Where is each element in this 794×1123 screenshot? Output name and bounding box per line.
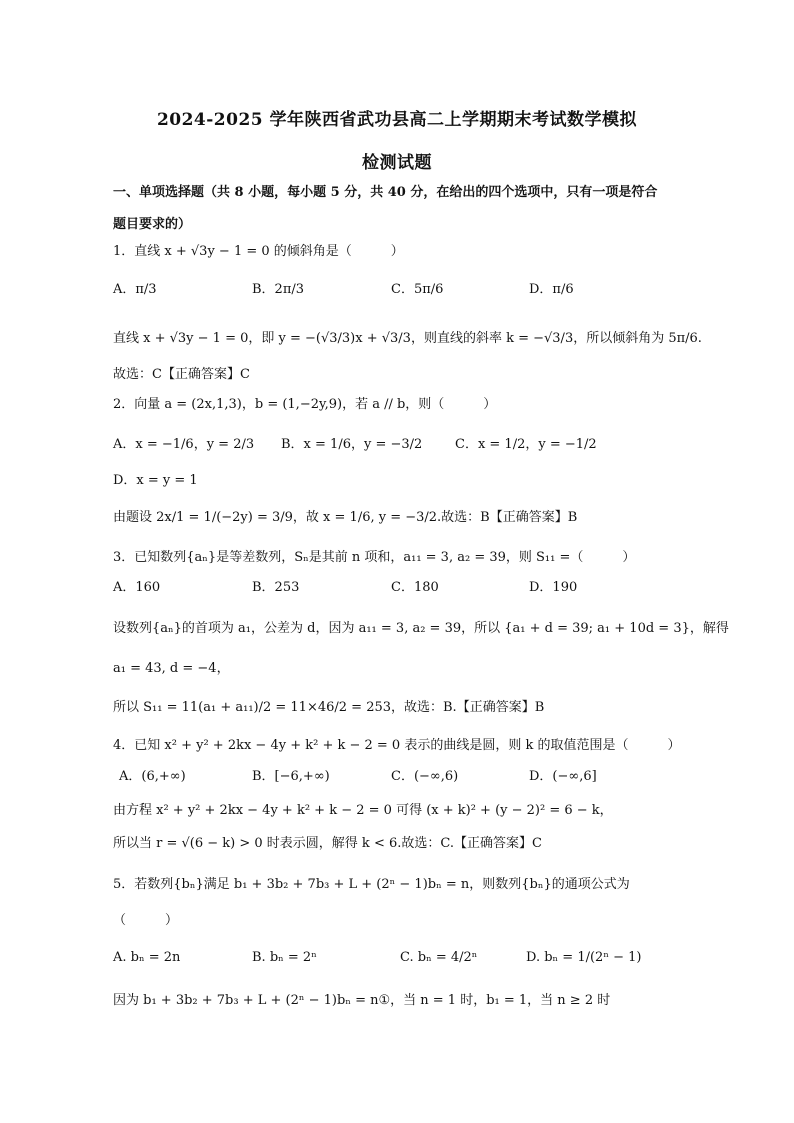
q3-stem: 3．已知数列{aₙ}是等差数列，Sₙ是其前 n 项和，a₁₁ = 3, a₂ = 39，则 S₁₁ =（ ） <box>113 550 636 565</box>
q3-option-b: B．253 <box>252 580 300 595</box>
q4-option-a: A．(6,+∞) <box>119 769 186 784</box>
q4-solution-2: 所以当 r = √(6 − k) > 0 时表示圆，解得 k < 6.故选：C.【正确答案】C <box>113 836 542 851</box>
q2-option-d: D．x = y = 1 <box>113 473 198 488</box>
q1-option-c: C．5π/6 <box>391 282 444 297</box>
q4-stem: 4．已知 x² + y² + 2kx − 4y + k² + k − 2 = 0 表示的曲线是圆，则 k 的取值范围是（ ） <box>113 738 681 753</box>
q1-option-a: A．π/3 <box>113 282 157 297</box>
q2-option-a: A．x = −1/6，y = 2/3 <box>113 437 255 452</box>
q5-stem: 5．若数列{bₙ}满足 b₁ + 3b₂ + 7b₃ + L + (2ⁿ − 1)bₙ = n，则数列{bₙ}的通项公式为 <box>113 877 630 892</box>
q5-stem-paren: （ ） <box>113 913 179 928</box>
q1-stem: 1．直线 x + √3y − 1 = 0 的倾斜角是（ ） <box>113 244 404 259</box>
q4-option-b: B．[−6,+∞) <box>252 769 330 784</box>
doc-title-line1: 2024-2025 学年陕西省武功县高二上学期期末考试数学模拟 <box>156 110 638 130</box>
q5-option-b: B. bₙ = 2ⁿ <box>252 950 317 965</box>
section-header-cont: 题目要求的） <box>113 217 192 232</box>
q1-answer: 故选：C【正确答案】C <box>113 367 250 382</box>
q2-stem: 2．向量 a = (2x,1,3)，b = (1,−2y,9)，若 a // b，则（ ） <box>113 397 497 412</box>
doc-title-line2: 检测试题 <box>362 153 432 173</box>
section-header: 一、单项选择题（共 8 小题，每小题 5 分，共 40 分，在给出的四个选项中，只有一项是符合 <box>113 185 658 200</box>
q3-option-c: C．180 <box>391 580 439 595</box>
q5-option-c: C. bₙ = 4/2ⁿ <box>400 950 478 965</box>
q1-solution: 直线 x + √3y − 1 = 0，即 y = −(√3/3)x + √3/3，则直线的斜率 k = −√3/3，所以倾斜角为 5π/6. <box>113 331 702 346</box>
q3-solution-2: a₁ = 43, d = −4， <box>113 661 230 676</box>
q1-option-b: B．2π/3 <box>252 282 305 297</box>
q2-option-c: C．x = 1/2，y = −1/2 <box>455 437 597 452</box>
q5-solution: 因为 b₁ + 3b₂ + 7b₃ + L + (2ⁿ − 1)bₙ = n①，当 n = 1 时，b₁ = 1，当 n ≥ 2 时 <box>113 993 611 1008</box>
q5-option-d: D. bₙ = 1/(2ⁿ − 1) <box>526 950 642 965</box>
q5-option-a: A. bₙ = 2n <box>113 950 181 965</box>
q3-solution-3: 所以 S₁₁ = 11(a₁ + a₁₁)/2 = 11×46/2 = 253，故选：B.【正确答案】B <box>113 700 545 715</box>
q1-option-d: D．π/6 <box>529 282 574 297</box>
q4-option-c: C．(−∞,6) <box>391 769 459 784</box>
q3-solution-1: 设数列{aₙ}的首项为 a₁，公差为 d，因为 a₁₁ = 3, a₂ = 39，所以 {a₁ + d = 39; a₁ + 10d = 3}，解得 <box>113 621 729 636</box>
q4-solution-1: 由方程 x² + y² + 2kx − 4y + k² + k − 2 = 0 可得 (x + k)² + (y − 2)² = 6 − k， <box>113 803 613 818</box>
q3-option-a: A．160 <box>113 580 161 595</box>
q2-option-b: B．x = 1/6，y = −3/2 <box>281 437 423 452</box>
q4-option-d: D．(−∞,6] <box>529 769 597 784</box>
q3-option-d: D．190 <box>529 580 578 595</box>
q2-solution: 由题设 2x/1 = 1/(−2y) = 3/9，故 x = 1/6, y = −3/2.故选：B【正确答案】B <box>113 510 578 525</box>
